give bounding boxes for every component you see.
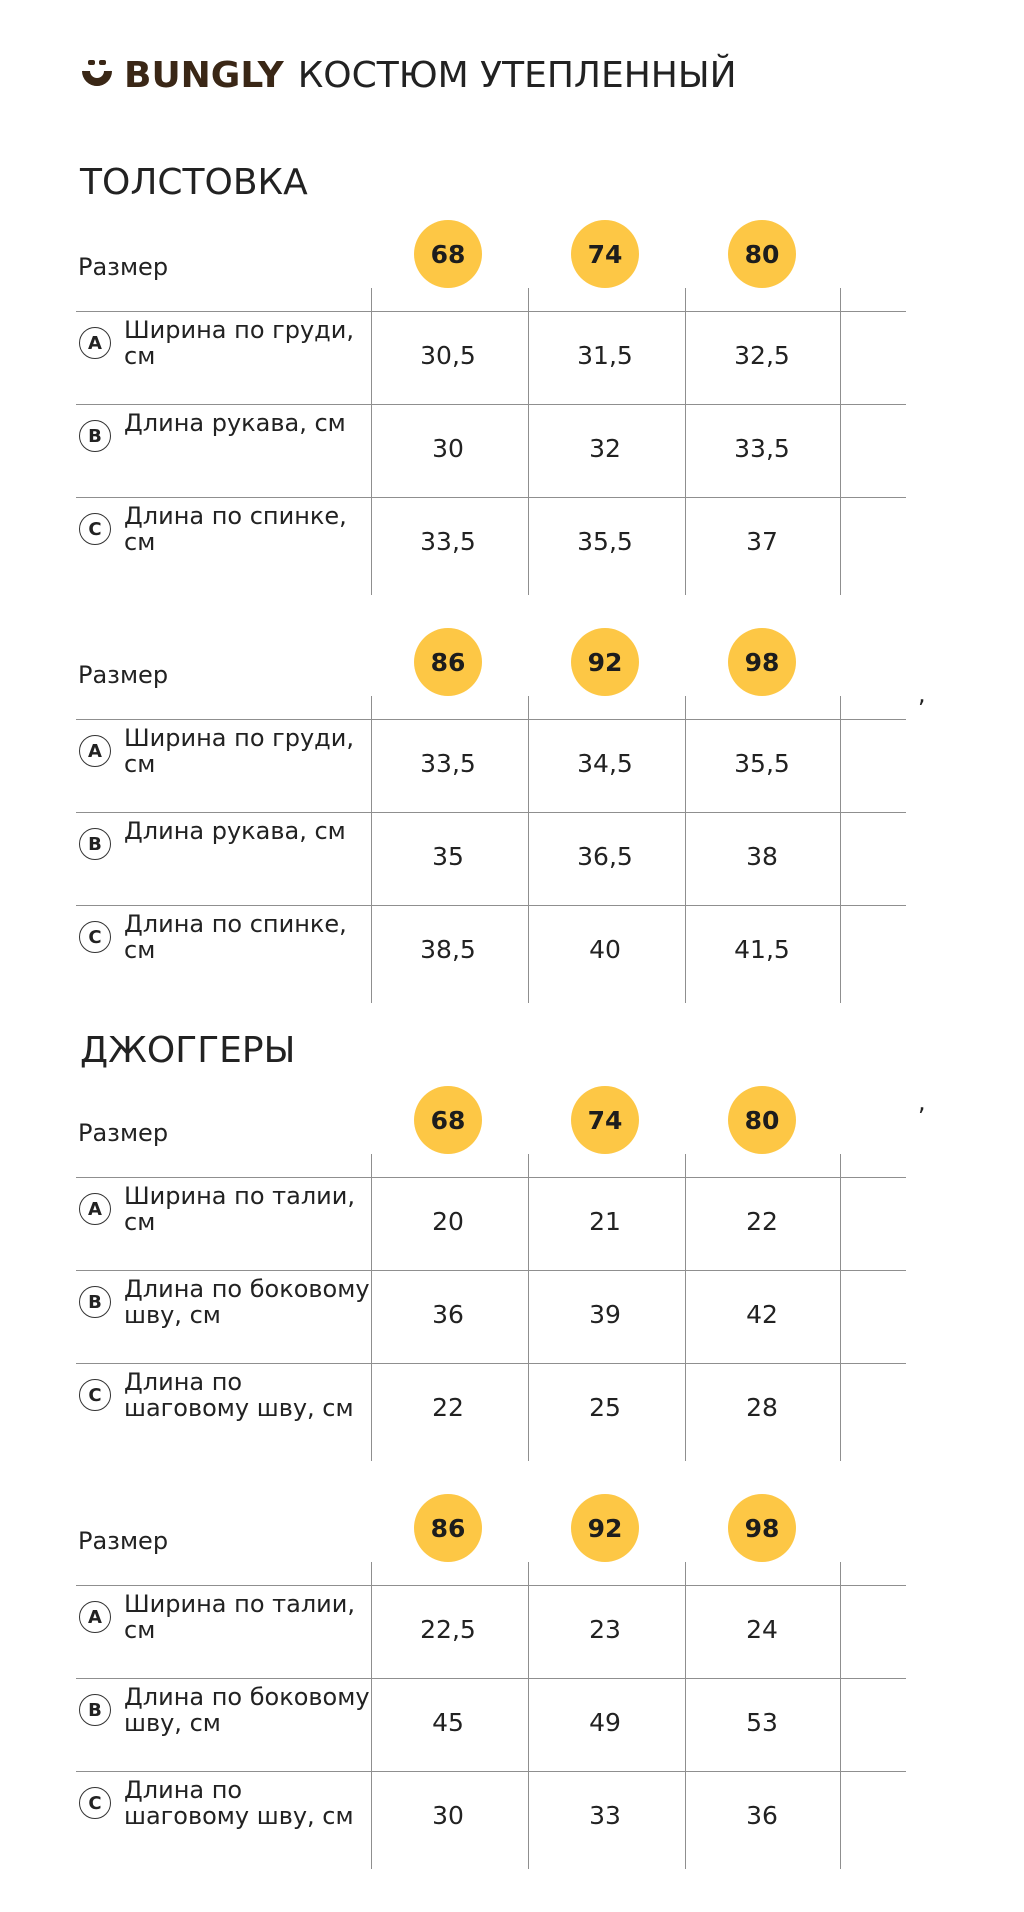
- measurement-value: 25: [589, 1393, 621, 1422]
- table-row: [76, 1270, 906, 1364]
- measurement-value: 22,5: [420, 1615, 476, 1644]
- measurement-value: 28: [746, 1393, 778, 1422]
- measurement-value: 40: [589, 935, 621, 964]
- measurement-value: 24: [746, 1615, 778, 1644]
- measurement-value: 31,5: [577, 341, 633, 370]
- table-row: [76, 497, 906, 591]
- measurement-value: 38: [746, 842, 778, 871]
- measurement-value: 33,5: [420, 749, 476, 778]
- measurement-value: 36,5: [577, 842, 633, 871]
- measurement-value: 34,5: [577, 749, 633, 778]
- letter-b-circle: B: [79, 1286, 111, 1318]
- letter-c-circle: C: [79, 921, 111, 953]
- size-badge: 92: [571, 628, 639, 696]
- measurement-label: Ширина по груди, см: [124, 724, 354, 778]
- measurement-label: Длина по спинке, см: [124, 502, 347, 556]
- letter-b-circle: B: [79, 420, 111, 452]
- measurement-value: 32: [589, 434, 621, 463]
- size-label: Размер: [78, 253, 169, 281]
- measurement-value: 35: [432, 842, 464, 871]
- measurement-value: 30: [432, 434, 464, 463]
- measurement-label: Длина по боковому шву, см: [124, 1275, 370, 1329]
- measurement-value: 49: [589, 1708, 621, 1737]
- measurement-value: 37: [746, 527, 778, 556]
- measurement-label: Длина по спинке, см: [124, 910, 347, 964]
- letter-c-circle: C: [79, 1379, 111, 1411]
- measurement-label: Длина по шаговому шву, см: [124, 1776, 354, 1830]
- measurement-value: 30,5: [420, 341, 476, 370]
- logo-icon: [80, 60, 114, 90]
- letter-c-circle: C: [79, 513, 111, 545]
- table-row: [76, 1678, 906, 1772]
- measurement-value: 35,5: [577, 527, 633, 556]
- size-badge: 74: [571, 1086, 639, 1154]
- measurement-value: 20: [432, 1207, 464, 1236]
- letter-b-circle: B: [79, 828, 111, 860]
- letter-c-circle: C: [79, 1787, 111, 1819]
- measurement-value: 30: [432, 1801, 464, 1830]
- measurement-value: 35,5: [734, 749, 790, 778]
- measurement-label: Длина по шаговому шву, см: [124, 1368, 354, 1422]
- size-table: [76, 1086, 906, 1461]
- table-row: [76, 812, 906, 906]
- size-badge: 92: [571, 1494, 639, 1562]
- table-row: [76, 1177, 906, 1271]
- size-badge: 86: [414, 628, 482, 696]
- size-badge: 68: [414, 1086, 482, 1154]
- measurement-value: 33: [589, 1801, 621, 1830]
- measurement-value: 53: [746, 1708, 778, 1737]
- measurement-value: 21: [589, 1207, 621, 1236]
- size-badge: 98: [728, 1494, 796, 1562]
- size-table: [76, 220, 906, 595]
- measurement-value: 36: [746, 1801, 778, 1830]
- size-badge: 74: [571, 220, 639, 288]
- product-title: КОСТЮМ УТЕПЛЕННЫЙ: [297, 54, 737, 96]
- measurement-label: Ширина по талии, см: [124, 1182, 355, 1236]
- measurement-label: Длина по боковому шву, см: [124, 1683, 370, 1737]
- measurement-value: 42: [746, 1300, 778, 1329]
- measurement-value: 38,5: [420, 935, 476, 964]
- size-badge: 98: [728, 628, 796, 696]
- section-title-hoodie: ТОЛСТОВКА: [80, 162, 308, 203]
- measurement-value: 22: [746, 1207, 778, 1236]
- size-label: Размер: [78, 661, 169, 689]
- letter-a-circle: A: [79, 327, 111, 359]
- measurement-label: Длина рукава, см: [124, 817, 346, 845]
- measurement-value: 23: [589, 1615, 621, 1644]
- size-badge: 86: [414, 1494, 482, 1562]
- table-row: [76, 311, 906, 405]
- letter-a-circle: A: [79, 1193, 111, 1225]
- measurement-value: 39: [589, 1300, 621, 1329]
- measurement-value: 33,5: [420, 527, 476, 556]
- measurement-value: 36: [432, 1300, 464, 1329]
- table-row: [76, 719, 906, 813]
- table-row: [76, 905, 906, 999]
- size-badge: 68: [414, 220, 482, 288]
- table-row: [76, 404, 906, 498]
- measurement-label: Длина рукава, см: [124, 409, 346, 437]
- measurement-value: 41,5: [734, 935, 790, 964]
- measurement-label: Ширина по груди, см: [124, 316, 354, 370]
- letter-a-circle: A: [79, 1601, 111, 1633]
- size-badge: 80: [728, 220, 796, 288]
- stray-mark: ,: [918, 680, 926, 708]
- section-title-joggers: ДЖОГГЕРЫ: [80, 1030, 296, 1071]
- table-row: [76, 1585, 906, 1679]
- letter-b-circle: B: [79, 1694, 111, 1726]
- letter-a-circle: A: [79, 735, 111, 767]
- table-row: [76, 1771, 906, 1865]
- measurement-label: Ширина по талии, см: [124, 1590, 355, 1644]
- size-badge: 80: [728, 1086, 796, 1154]
- header: [80, 50, 737, 100]
- measurement-value: 33,5: [734, 434, 790, 463]
- size-label: Размер: [78, 1527, 169, 1555]
- measurement-value: 32,5: [734, 341, 790, 370]
- stray-mark: ,: [918, 1088, 926, 1116]
- size-table: [76, 1494, 906, 1869]
- table-row: [76, 1363, 906, 1457]
- size-table: [76, 628, 906, 1003]
- measurement-value: 45: [432, 1708, 464, 1737]
- brand-name: BUNGLY: [124, 54, 284, 96]
- measurement-value: 22: [432, 1393, 464, 1422]
- size-label: Размер: [78, 1119, 169, 1147]
